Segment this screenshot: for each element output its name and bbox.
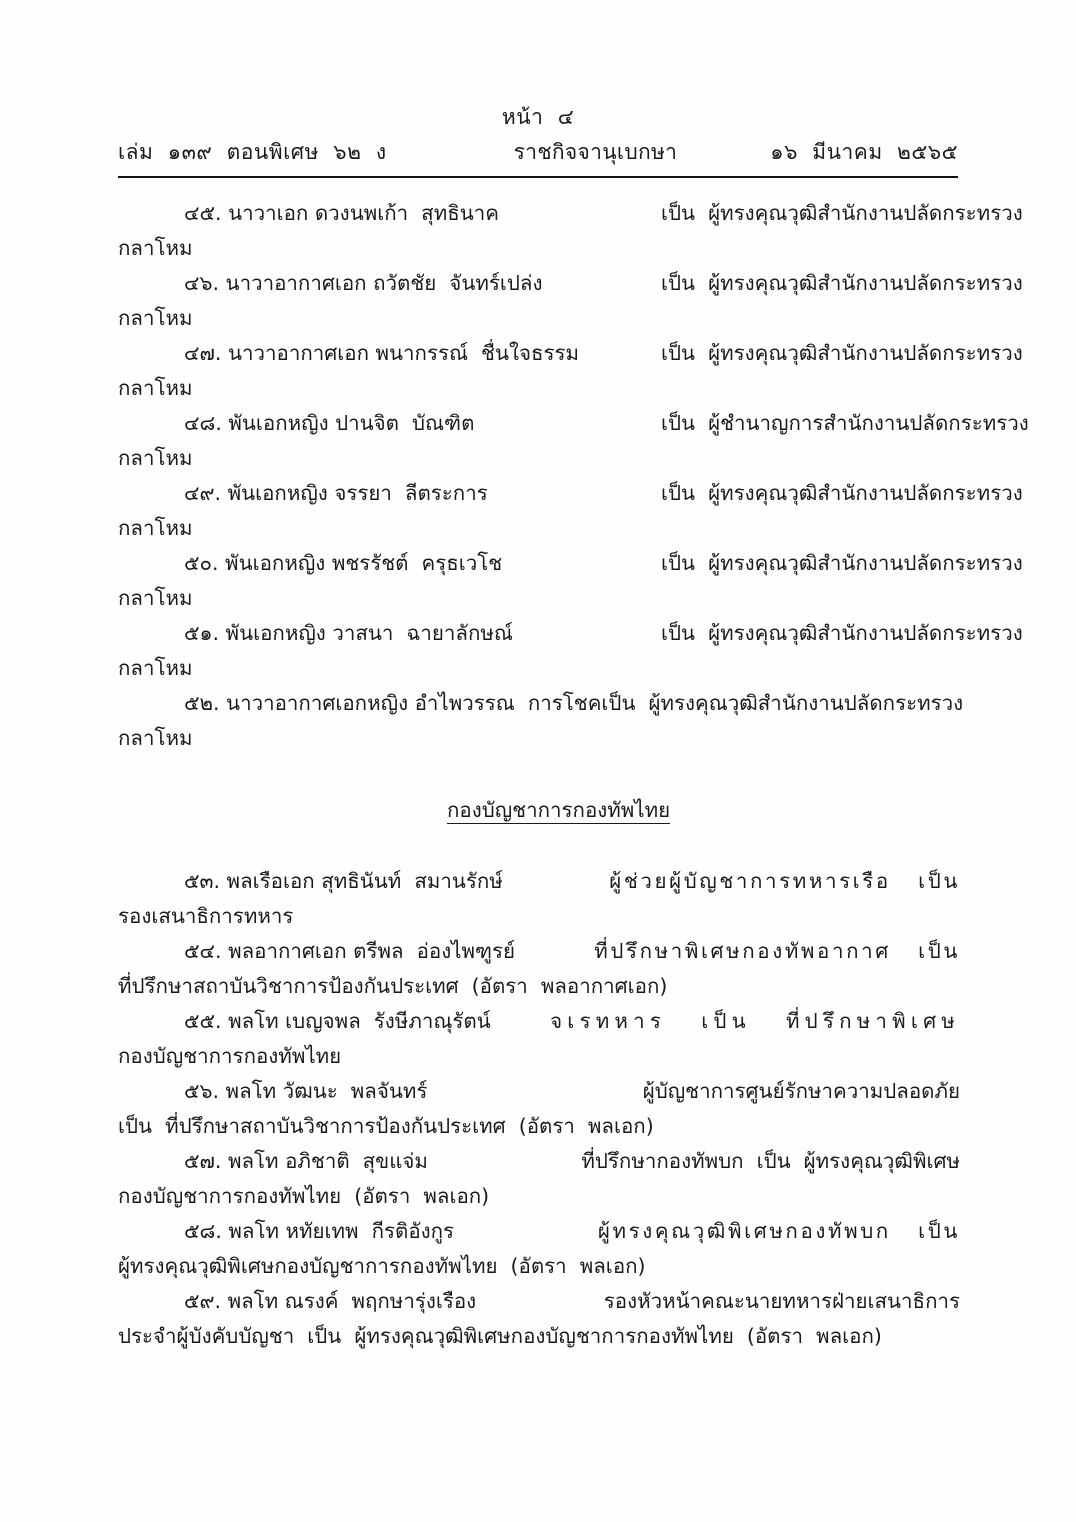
list-item (118, 1284, 960, 1354)
entry-name: ๕๓. พลเรือเอก สุทธินันท์ สมานรักษ์ (184, 869, 503, 893)
list-item (118, 406, 1029, 476)
entry-name: ๕๘. พลโท หทัยเทพ กีรติอังกูร (184, 1219, 455, 1243)
entry-position: เป็น ผู้ทรงคุณวุฒิสำนักงานปลัดกระทรวง (661, 201, 1023, 225)
entry-name: ๔๖. นาวาอากาศเอก ถวัตชัย จันทร์เปล่ง (184, 271, 543, 295)
list-item (118, 336, 1023, 406)
list-item (118, 1074, 960, 1144)
masthead (118, 104, 958, 169)
list-item (118, 476, 1023, 546)
list-item (118, 266, 1023, 336)
list-item (118, 546, 1023, 616)
list-item (118, 864, 960, 934)
list-item (118, 1144, 960, 1214)
entry-continuation: กลาโหม (118, 446, 193, 470)
volume-issue-label: เล่ม ๑๓๙ ตอนพิเศษ ๖๒ ง (118, 140, 387, 165)
entry-name: ๕๐. พันเอกหญิง พชรรัชต์ ครุธเวโช (184, 551, 503, 575)
entry-name: ๕๖. พลโท วัฒนะ พลจันทร์ (184, 1079, 428, 1103)
list-item (118, 1214, 960, 1284)
section-heading-label: กองบัญชาการกองทัพไทย (446, 798, 671, 822)
entry-position: ที่ปรึกษากองทัพบก เป็น ผู้ทรงคุณวุฒิพิเศษ (581, 1149, 960, 1173)
entry-continuation: กองบัญชาการกองทัพไทย (อัตรา พลเอก) (118, 1184, 490, 1208)
entry-position: เป็น ผู้ชำนาญการสำนักงานปลัดกระทรวง (661, 411, 1029, 435)
entry-position: ผู้ช่วยผู้บัญชาการทหารเรือ เป็น (609, 869, 960, 893)
list-item (118, 686, 964, 756)
page-number-label: หน้า ๔ (501, 105, 575, 129)
entry-name: ๔๕. นาวาเอก ดวงนพเก้า สุทธินาค (184, 201, 499, 225)
entry-continuation: ผู้ทรงคุณวุฒิพิเศษกองบัญชาการกองทัพไทย (อัตรา พลเอก) (118, 1254, 646, 1278)
entry-continuation: กลาโหม (118, 586, 193, 610)
entry-continuation: กลาโหม (118, 726, 193, 750)
publication-date: ๑๖ มีนาคม ๒๕๖๕ (770, 140, 958, 165)
entry-position: ที่ปรึกษาพิเศษกองทัพอากาศ เป็น (594, 939, 960, 963)
entry-continuation: กลาโหม (118, 516, 193, 540)
entry-continuation: กลาโหม (118, 656, 193, 680)
entry-position: เป็น ผู้ทรงคุณวุฒิสำนักงานปลัดกระทรวง (661, 341, 1023, 365)
entry-continuation: กลาโหม (118, 376, 193, 400)
entry-position: เป็น ผู้ทรงคุณวุฒิสำนักงานปลัดกระทรวง (601, 691, 964, 715)
list-item (118, 196, 1023, 266)
gazette-title: ราชกิจจานุเบกษา (513, 140, 678, 165)
entry-position: ผู้บัญชาการศูนย์รักษาความปลอดภัย (642, 1079, 960, 1103)
entry-continuation: ที่ปรึกษาสถาบันวิชาการป้องกันประเทศ (อัตรา พลอากาศเอก) (118, 974, 668, 998)
entry-name: ๔๙. พันเอกหญิง จรรยา ลีตระการ (184, 481, 488, 505)
entry-position: เป็น ผู้ทรงคุณวุฒิสำนักงานปลัดกระทรวง (661, 481, 1023, 505)
entry-continuation: กองบัญชาการกองทัพไทย (118, 1044, 342, 1068)
document-body (118, 196, 1029, 1354)
entry-position: รองหัวหน้าคณะนายทหารฝ่ายเสนาธิการ (603, 1289, 960, 1313)
entry-name: ๕๒. นาวาอากาศเอกหญิง อำไพวรรณ การโชค (184, 691, 602, 715)
entry-continuation: ประจำผู้บังคับบัญชา เป็น ผู้ทรงคุณวุฒิพิเศษกองบัญชาการกองทัพไทย (อัตรา พลเอก) (118, 1324, 882, 1348)
entry-position: เป็น ผู้ทรงคุณวุฒิสำนักงานปลัดกระทรวง (661, 621, 1023, 645)
entry-name: ๔๗. นาวาอากาศเอก พนากรรณ์ ชื่นใจธรรม (184, 341, 580, 365)
masthead-line (118, 136, 958, 169)
entry-position: จเรทหาร เป็น ที่ปรึกษาพิเศษ (550, 1009, 960, 1033)
entry-continuation: เป็น ที่ปรึกษาสถาบันวิชาการป้องกันประเทศ (อัตรา พลเอก) (118, 1114, 654, 1138)
entry-continuation: กลาโหม (118, 236, 193, 260)
entry-name: ๔๘. พันเอกหญิง ปานจิต บัณฑิต (184, 411, 475, 435)
entry-position: ผู้ทรงคุณวุฒิพิเศษกองทัพบก เป็น (597, 1219, 960, 1243)
entry-name: ๕๗. พลโท อภิชาติ สุขแจ่ม (184, 1149, 428, 1173)
entry-name: ๕๙. พลโท ณรงค์ พฤกษารุ่งเรือง (184, 1289, 477, 1313)
list-item (118, 1004, 960, 1074)
entry-name: ๕๑. พันเอกหญิง วาสนา ฉายาลักษณ์ (184, 621, 513, 645)
entry-position: เป็น ผู้ทรงคุณวุฒิสำนักงานปลัดกระทรวง (661, 551, 1023, 575)
entry-position: เป็น ผู้ทรงคุณวุฒิสำนักงานปลัดกระทรวง (661, 271, 1023, 295)
entry-name: ๕๔. พลอากาศเอก ตรีพล อ่องไพฑูรย์ (184, 939, 516, 963)
list-item (118, 934, 960, 1004)
entry-continuation: รองเสนาธิการทหาร (118, 904, 294, 928)
entry-continuation: กลาโหม (118, 306, 193, 330)
masthead-divider (118, 176, 958, 178)
list-item (118, 616, 1023, 686)
entry-name: ๕๕. พลโท เบญจพล รังษีภาณุรัตน์ (184, 1009, 491, 1033)
section-heading (118, 758, 960, 863)
